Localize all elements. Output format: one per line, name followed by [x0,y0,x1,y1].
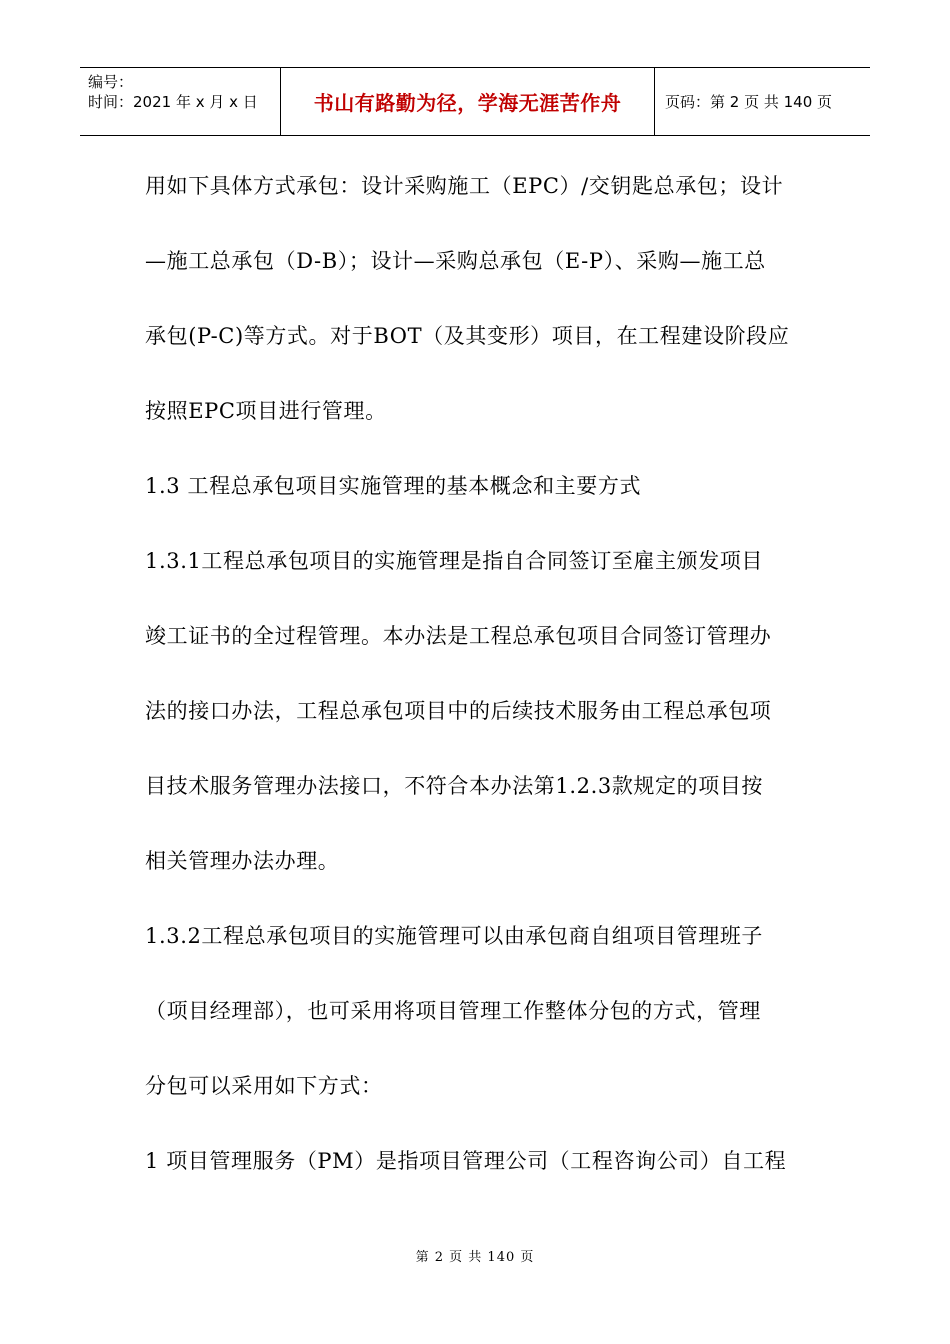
header-motto-cell [281,68,655,135]
body-line: 用如下具体方式承包：设计采购施工（EPC）/交钥匙总承包；设计 [145,174,784,198]
body-line: 1.3.2工程总承包项目的实施管理可以由承包商自组项目管理班子 [145,924,764,948]
motto-text: 书山有路勤为径，学海无涯苦作舟 [313,91,622,115]
time-label: 时间：2021 年 x 月 x 日 [88,93,258,111]
document-body [145,160,805,1210]
header-page-cell [655,68,870,135]
body-line: 相关管理办法办理。 [145,849,340,873]
body-line: 竣工证书的全过程管理。本办法是工程总承包项目合同签订管理办 [145,624,772,648]
page-header [80,67,870,136]
body-line: 分包可以采用如下方式： [145,1074,383,1098]
body-line: 1.3.1工程总承包项目的实施管理是指自合同签订至雇主颁发项目 [145,549,764,573]
number-label: 编号： [88,73,134,91]
body-line: 目技术服务管理办法接口，不符合本办法第1.2.3款规定的项目按 [145,774,764,798]
body-line: —施工总承包（D-B）；设计—采购总承包（E-P）、采购—施工总 [145,249,766,273]
page-footer [0,1246,950,1265]
footer-page-number: 第 2 页 共 140 页 [415,1250,535,1265]
body-line: 1 项目管理服务（PM）是指项目管理公司（工程咨询公司）自工程 [145,1149,787,1173]
page-info: 页码：第 2 页 共 140 页 [665,93,833,111]
body-line: （项目经理部），也可采用将项目管理工作整体分包的方式，管理 [145,999,761,1023]
body-line: 按照EPC项目进行管理。 [145,399,387,423]
header-meta-cell [80,68,281,135]
body-line: 承包(P-C)等方式。对于BOT（及其变形）项目，在工程建设阶段应 [145,324,790,348]
section-heading: 1.3 工程总承包项目实施管理的基本概念和主要方式 [145,474,642,498]
body-line: 法的接口办法，工程总承包项目中的后续技术服务由工程总承包项 [145,699,772,723]
